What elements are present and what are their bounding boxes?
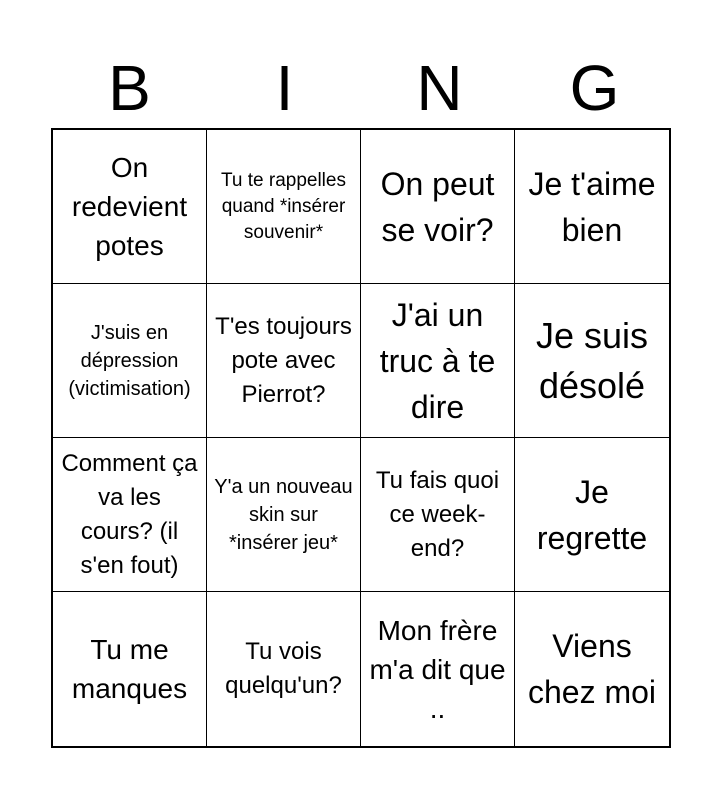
bingo-cell[interactable] xyxy=(53,130,207,284)
bingo-cell[interactable] xyxy=(53,592,207,746)
cell-text: Tu fais quoi ce week-end? xyxy=(375,466,500,562)
bingo-grid xyxy=(51,128,671,748)
cell-text: Mon frère m'a dit que .. xyxy=(369,614,506,724)
cell-text: Tu me manques xyxy=(71,634,188,704)
cell-text: Y'a un nouveau skin sur *insérer jeu* xyxy=(214,475,353,554)
cell-text: J'ai un truc à te dire xyxy=(379,296,496,425)
bingo-cell[interactable] xyxy=(515,592,669,746)
bingo-cell[interactable] xyxy=(361,284,515,438)
bingo-cell[interactable] xyxy=(53,438,207,592)
bingo-cell[interactable] xyxy=(207,130,361,284)
bingo-cell[interactable] xyxy=(207,592,361,746)
header-letter-n: N xyxy=(416,52,463,124)
cell-text: On redevient potes xyxy=(71,152,188,261)
cell-text: On peut se voir? xyxy=(380,165,495,248)
cell-text: Je t'aime bien xyxy=(528,165,656,248)
header-letter-i: I xyxy=(275,52,294,124)
header-letter-g: G xyxy=(569,52,620,124)
cell-text: J'suis en dépression (victimisation) xyxy=(68,321,191,400)
bingo-cell[interactable] xyxy=(361,438,515,592)
header-letter-b: B xyxy=(108,52,151,124)
bingo-cell[interactable] xyxy=(207,284,361,438)
bingo-cell[interactable] xyxy=(515,284,669,438)
bingo-cell[interactable] xyxy=(207,438,361,592)
cell-text: Viens chez moi xyxy=(527,628,657,710)
bingo-cell[interactable] xyxy=(515,130,669,284)
bingo-cell[interactable] xyxy=(361,130,515,284)
cell-text: Je suis désolé xyxy=(535,314,649,406)
bingo-cell[interactable] xyxy=(53,284,207,438)
cell-text: T'es toujours pote avec Pierrot? xyxy=(215,312,352,408)
bingo-cell[interactable] xyxy=(361,592,515,746)
cell-text: Je regrette xyxy=(536,473,648,556)
bingo-header xyxy=(52,48,672,128)
cell-text: Tu vois quelqu'un? xyxy=(225,638,342,699)
bingo-cell[interactable] xyxy=(515,438,669,592)
cell-text: Tu te rappelles quand *insérer souvenir* xyxy=(221,169,346,243)
cell-text: Comment ça va les cours? (il s'en fout) xyxy=(61,449,198,579)
